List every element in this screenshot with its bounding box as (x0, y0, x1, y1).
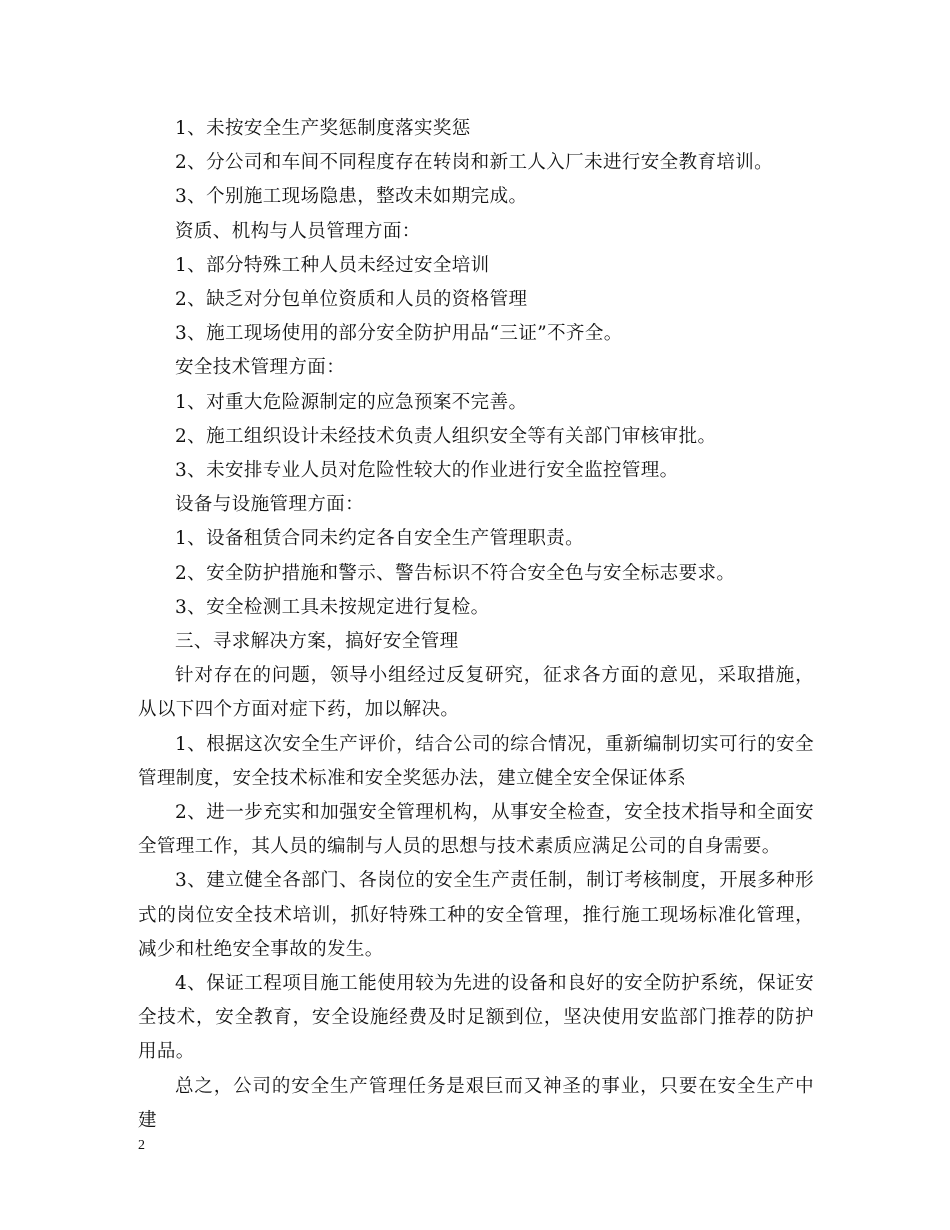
paragraph: 总之，公司的安全生产管理任务是艰巨而又神圣的事业，只要在安全生产中建 (138, 1075, 814, 1131)
paragraph: 1、未按安全生产奖惩制度落实奖惩 (175, 118, 471, 139)
paragraph: 2、分公司和车间不同程度存在转岗和新工人入厂未进行安全教育培训。 (175, 152, 774, 174)
paragraph: 2、缺乏对分包单位资质和人员的资格管理 (175, 289, 528, 311)
paragraph: 2、施工组织设计未经技术负责人组织安全等有关部门审核审批。 (175, 425, 717, 447)
paragraph: 3、个别施工现场隐患，整改未如期完成。 (175, 186, 528, 208)
paragraph: 1、部分特殊工种人员未经过安全培训 (175, 254, 490, 276)
section-heading: 资质、机构与人员管理方面： (175, 220, 421, 242)
document-body (138, 112, 814, 1138)
paragraph: 3、建立健全各部门、各岗位的安全生产责任制，制订考核制度，开展多种形式的岗位安全技术培训，抓好特殊工种的安全管理，推行施工现场标准化管理，减少和杜绝安全事故的发生。 (138, 870, 814, 960)
paragraph: 2、安全防护措施和警示、警告标识不符合安全色与安全标志要求。 (175, 562, 736, 584)
section-heading: 安全技术管理方面： (175, 357, 346, 379)
paragraph: 2、进一步充实和加强安全管理机构，从事安全检查，安全技术指导和全面安全管理工作，其人员的编制与人员的思想与技术素质应满足公司的自身需要。 (138, 802, 814, 858)
paragraph: 3、安全检测工具未按规定进行复检。 (175, 596, 490, 618)
paragraph: 1、根据这次安全生产评价，结合公司的综合情况，重新编制切实可行的安全管理制度，安全技术标准和安全奖惩办法，建立健全安全保证体系 (138, 733, 814, 789)
paragraph: 1、对重大危险源制定的应急预案不完善。 (175, 391, 528, 413)
paragraph: 3、未安排专业人员对危险性较大的作业进行安全监控管理。 (175, 460, 679, 482)
paragraph: 1、设备租赁合同未约定各自安全生产管理职责。 (175, 528, 585, 550)
paragraph: 3、施工现场使用的部分安全防护用品“三证”不齐全。 (175, 323, 623, 345)
page-number: 2 (138, 1138, 145, 1153)
section-heading: 设备与设施管理方面： (175, 494, 365, 516)
paragraph: 针对存在的问题，领导小组经过反复研究，征求各方面的意见，采取措施，从以下四个方面对症下药，加以解决。 (138, 665, 814, 721)
paragraph: 4、保证工程项目施工能使用较为先进的设备和良好的安全防护系统，保证安全技术，安全教育，安全设施经费及时足额到位，坚决使用安监部门推荐的防护用品。 (138, 973, 814, 1063)
section-heading: 三、寻求解决方案，搞好安全管理 (175, 631, 459, 653)
